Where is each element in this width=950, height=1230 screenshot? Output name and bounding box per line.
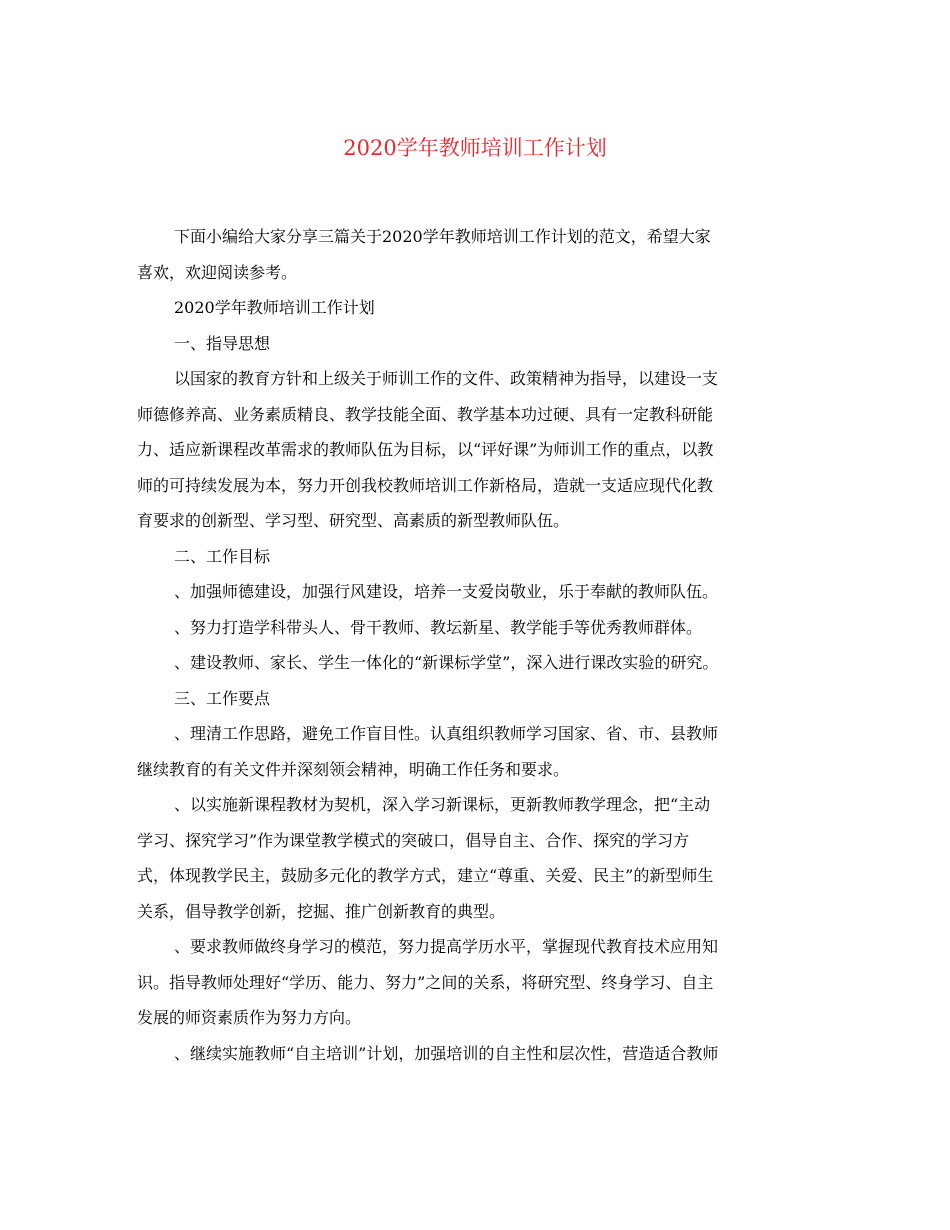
text-line: 识。指导教师处理好“学历、能力、努力”之间的关系，将研究型、终身学习、自主 [137, 972, 714, 992]
document-title: 2020学年教师培训工作计划 [343, 136, 607, 160]
text-line: 、建设教师、家长、学生一体化的“新课标学堂”，深入进行课改实验的研究。 [174, 653, 719, 672]
text-line: 、要求教师做终身学习的模范，努力提高学历水平，掌握现代教育技术应用知 [174, 937, 719, 956]
text-line: 学习、探究学习”作为课堂教学模式的突破口，倡导自主、合作、探究的学习方 [137, 830, 690, 850]
text-line: 、以实施新课程教材为契机，深入学习新课标，更新教师教学理念，把“主动 [174, 795, 711, 814]
text-line: 、继续实施教师“自主培训”计划，加强培训的自主性和层次性，营造适合教师 [174, 1043, 719, 1063]
text-line: 喜欢，欢迎阅读参考。 [137, 262, 298, 282]
text-line: 式，体现教学民主，鼓励多元化的教学方式，建立“尊重、关爱、民主”的新型师生 [137, 866, 714, 885]
text-line: 发展的师资素质作为努力方向。 [137, 1008, 362, 1027]
document-body [137, 219, 813, 1071]
text-line: 继续教育的有关文件并深刻领会精神，明确工作任务和要求。 [137, 759, 570, 779]
text-line: 、加强师德建设，加强行风建设，培养一支爱岗敬业，乐于奉献的教师队伍。 [174, 582, 719, 601]
text-line: 一、指导思想 [174, 333, 271, 353]
text-line: 下面小编给大家分享三篇关于2020学年教师培训工作计划的范文，希望大家 [174, 227, 711, 246]
text-line: 2020学年教师培训工作计划 [174, 298, 375, 317]
text-line: 三、工作要点 [174, 688, 271, 708]
text-line: 、理清工作思路，避免工作盲目性。认真组织教师学习国家、省、市、县教师 [174, 724, 719, 743]
text-line: 关系，倡导教学创新，挖掘、推广创新教育的典型。 [137, 901, 506, 921]
text-line: 以国家的教育方针和上级关于师训工作的文件、政策精神为指导，以建设一支 [174, 369, 719, 388]
text-line: 师德修养高、业务素质精良、教学技能全面、教学基本功过硬、具有一定教科研能 [137, 404, 714, 424]
text-line: 二、工作目标 [174, 546, 271, 566]
text-line: 育要求的创新型、学习型、研究型、高素质的新型教师队伍。 [137, 511, 570, 530]
text-line: 师的可持续发展为本，努力开创我校教师培训工作新格局，造就一支适应现代化教 [137, 475, 714, 495]
text-line: 、努力打造学科带头人、骨干教师、教坛新星、教学能手等优秀教师群体。 [174, 617, 703, 637]
text-line: 力、适应新课程改革需求的教师队伍为目标，以“评好课”为师训工作的重点，以教 [137, 440, 714, 459]
